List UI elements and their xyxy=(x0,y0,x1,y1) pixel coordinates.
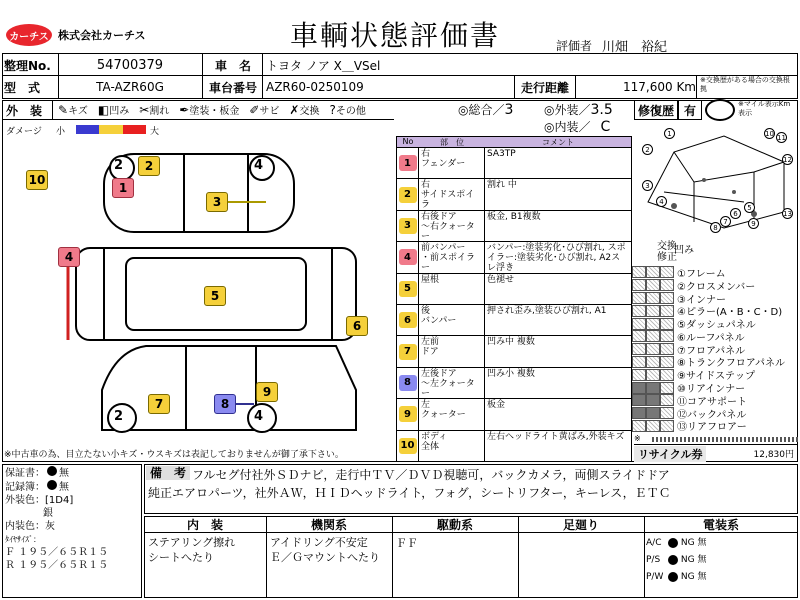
page-title: 車輌状態評価書 xyxy=(290,19,501,52)
drive-label: 駆動系 xyxy=(436,518,473,532)
frame-check-box xyxy=(646,420,660,432)
frame-check-label: ⑫バックパネル xyxy=(677,409,747,421)
frame-check-box xyxy=(632,356,646,368)
comment-row-comment: 板金, B1複数 xyxy=(485,211,631,241)
mileage-label: 走行距離 xyxy=(520,80,569,95)
frame-check-box xyxy=(660,266,674,278)
mark-5[interactable]: 5 xyxy=(204,286,226,306)
frame-check-box xyxy=(632,279,646,291)
comment-row xyxy=(397,367,631,398)
car-diagram xyxy=(6,140,394,446)
frame-check-box xyxy=(632,369,646,381)
comment-row xyxy=(397,304,631,335)
repair-label: 修復歴 xyxy=(634,100,678,120)
comment-row xyxy=(397,147,631,178)
frame-no-value: AZR60-0250109 xyxy=(266,80,364,94)
legend-crack: ✂割れ xyxy=(139,103,170,117)
check-headers: 交換 修正 xyxy=(657,241,677,263)
frame-part-num: 2 xyxy=(642,144,653,155)
frame-check-box xyxy=(632,305,646,317)
frame-check-label: ②クロスメンバー xyxy=(677,281,756,293)
remarks-line2: 純正エアロパーツ，社外ＡＷ，ＨＩＤヘッドライト，フォグ，シートリフター，キーレス，ＥＴＣ xyxy=(148,486,671,500)
car-name-label: 車 名 xyxy=(214,58,251,73)
frame-check-box xyxy=(646,330,660,342)
frame-check-box xyxy=(660,279,674,291)
engine-notes: アイドリング不安定 Ｅ／Ｇマウントへたり xyxy=(270,536,380,564)
recycle-box xyxy=(634,444,798,462)
comment-row-comment: 凹み中 複数 xyxy=(485,336,631,366)
check-header-dent: 凹み xyxy=(674,245,694,256)
comment-row-comment: 割れ 中 xyxy=(485,179,631,209)
type-label: 型 式 xyxy=(4,80,41,95)
comment-row-part: ボディ 全体 xyxy=(419,431,485,461)
damage-large: 大 xyxy=(150,127,160,137)
frame-check-box xyxy=(660,343,674,355)
frame-part-num: 6 xyxy=(730,208,741,219)
mark-4[interactable]: 4 xyxy=(58,247,80,267)
check-note: ※ xyxy=(634,434,641,443)
comment-row xyxy=(397,210,631,241)
comment-row-no: 2 xyxy=(399,187,417,203)
remarks-line1: フルセグ付社外ＳＤナビ，走行中ＴＶ／ＤＶＤ視聴可，バックカメラ，両側スライドドア xyxy=(192,468,670,482)
comment-row-part: 右 フェンダー xyxy=(419,148,485,178)
corner-num-rr: 4 xyxy=(254,409,264,424)
comment-row-part: 後 バンパー xyxy=(419,305,485,335)
frame-part-num: 4 xyxy=(656,196,667,207)
frame-diagram-labels xyxy=(634,122,798,238)
interior-notes: ステアリング擦れ シートへたり xyxy=(148,536,236,564)
comment-row xyxy=(397,398,631,429)
frame-part-num: 12 xyxy=(783,155,792,164)
car-name-value: トヨタ ノア X＿VSel xyxy=(266,58,381,73)
no-label: 整理No. xyxy=(4,58,51,73)
frame-check-box xyxy=(660,369,674,381)
drive-notes: ＦＦ xyxy=(396,537,418,550)
comment-row-part: 左 クォーター xyxy=(419,399,485,429)
legend xyxy=(58,102,366,117)
frame-part-num: 5 xyxy=(744,202,755,213)
mark-10[interactable]: 10 xyxy=(26,170,48,190)
frame-check-box xyxy=(646,279,660,291)
corner-num-fr: 4 xyxy=(254,158,264,173)
frame-check-box xyxy=(632,343,646,355)
frame-check-label: ⑥ルーフパネル xyxy=(677,332,745,344)
frame-check-label: ①フレーム xyxy=(677,268,726,280)
frame-check-box xyxy=(660,394,674,406)
company-logo xyxy=(6,24,52,46)
comment-row-comment: SA3TP xyxy=(485,148,631,178)
frame-check-box xyxy=(646,318,660,330)
frame-check-label: ⑧トランクフロアパネル xyxy=(677,358,785,370)
frame-check-label: ③インナー xyxy=(677,294,726,306)
legend-replace: ✗交換 xyxy=(289,103,320,117)
engine-label: 機関系 xyxy=(310,518,347,532)
frame-check-label: ⑩リアインナー xyxy=(677,384,746,396)
comment-header: No 部 位 コメント xyxy=(397,137,631,147)
comment-row xyxy=(397,430,631,461)
frame-check-box xyxy=(660,407,674,419)
frame-check-box xyxy=(646,292,660,304)
comment-row-no: 5 xyxy=(399,281,417,297)
legend-other: ?その他 xyxy=(329,103,366,117)
comment-row xyxy=(397,273,631,304)
comment-row-comment: 凹み小 複数 xyxy=(485,368,631,398)
logo-text: カーチス xyxy=(9,31,49,43)
exterior-score: ◎外装／3.5 xyxy=(544,102,613,118)
comment-row-no: 3 xyxy=(399,218,417,234)
comment-row-part: 右後ドア ～右クォーター xyxy=(419,211,485,241)
frame-check-label: ⑦フロアパネル xyxy=(677,345,746,357)
frame-check-label: ⑨サイドステップ xyxy=(677,371,755,383)
frame-part-num: 10 xyxy=(765,129,774,138)
damage-label: ダメージ xyxy=(6,127,42,137)
comment-row-comment: 色褪せ xyxy=(485,274,631,304)
recycle-label: リサイクル券 xyxy=(634,446,706,462)
remarks-label: 備 考 xyxy=(146,466,190,480)
frame-check-box xyxy=(660,292,674,304)
comment-row-part: 右 サイドスポイラ xyxy=(419,179,485,209)
comment-row-no: 1 xyxy=(399,155,417,171)
frame-check-box xyxy=(632,420,646,432)
footnote: ※中古車の為、目立たない小キズ・ウスキズは表記しておりませんが御了承下さい。 xyxy=(4,450,344,460)
left-info-text: 保証書： 無 記録簿： 無 外装色：[1D4] 銀 内装色：灰 ﾀｲﾔｻｲｽﾞ： Ｆ １９５／６５Ｒ１５ Ｒ １９５／６５Ｒ１５ xyxy=(5,468,109,571)
frame-check-box xyxy=(660,330,674,342)
frame-check-box xyxy=(660,356,674,368)
legend-paint: ✒塗装・板金 xyxy=(179,103,240,117)
frame-check-label: ④ピラー(A・B・C・D) xyxy=(677,307,783,319)
comment-row xyxy=(397,178,631,209)
legend-dent: ◧凹み xyxy=(97,103,130,117)
frame-check-box xyxy=(632,394,646,406)
mark-1[interactable]: 1 xyxy=(112,178,134,198)
frame-check-box xyxy=(646,266,660,278)
frame-no-label: 車台番号 xyxy=(208,80,257,95)
frame-part-num: 13 xyxy=(783,209,792,218)
frame-check-box xyxy=(632,382,646,394)
recycle-value: 12,830円 xyxy=(753,450,794,460)
frame-check-box xyxy=(646,407,660,419)
frame-check-box xyxy=(660,305,674,317)
corner-num-fl: 2 xyxy=(114,158,124,173)
frame-check-box xyxy=(660,318,674,330)
frame-part-num: 7 xyxy=(720,216,731,227)
frame-check-box xyxy=(646,382,660,394)
electrical-items: A/C NG 無 P/S NG 無 P/W NG 無 xyxy=(646,538,707,582)
total-score: ◎総合／3 xyxy=(458,102,514,118)
evaluator-name: 川畑 裕紀 xyxy=(602,40,668,55)
exterior-label: 外 装 xyxy=(6,103,43,118)
comment-row-comment: バンパー:塗装劣化･ひび割れ, スポイラー:塗装劣化･ひび割れ, A2ス レ浮き xyxy=(485,242,631,272)
frame-check-box xyxy=(632,292,646,304)
comment-row-part: 前バンパー ・前スポイラー xyxy=(419,242,485,272)
electrical-label: 電装系 xyxy=(702,518,739,532)
company-name: 株式会社カーチス xyxy=(58,29,146,42)
comment-row-no: 9 xyxy=(399,406,417,422)
comment-row-no: 7 xyxy=(399,344,417,360)
no-value: 54700379 xyxy=(96,57,164,73)
damage-small: 小 xyxy=(56,127,66,137)
mark-8[interactable]: 8 xyxy=(214,394,236,414)
frame-part-num: 1 xyxy=(664,128,675,139)
evaluator-label: 評価者 xyxy=(556,39,593,53)
comment-row-no: 8 xyxy=(399,375,417,391)
damage-scale xyxy=(76,125,146,134)
comment-row-part: 左後ドア ～左クォーター xyxy=(419,368,485,398)
comment-row xyxy=(397,335,631,366)
repair-value: 有 xyxy=(678,100,702,120)
frame-part-num: 3 xyxy=(642,180,653,191)
comment-row-part: 左前 ドア xyxy=(419,336,485,366)
frame-part-num: 11 xyxy=(777,133,786,142)
interior-label: 内 装 xyxy=(186,518,223,532)
corner-num-rl: 2 xyxy=(114,409,124,424)
comment-row-no: 6 xyxy=(399,312,417,328)
mark-7[interactable]: 7 xyxy=(148,394,170,414)
interior-score: ◎内装／ C xyxy=(544,119,611,135)
frame-check-box xyxy=(632,318,646,330)
frame-check-box xyxy=(646,394,660,406)
frame-check-box xyxy=(646,343,660,355)
mark-9[interactable]: 9 xyxy=(256,382,278,402)
mark-3[interactable]: 3 xyxy=(206,192,228,212)
comment-row-part: 屋根 xyxy=(419,274,485,304)
frame-check-label: ⑪コアサポート xyxy=(677,396,747,408)
mark-6[interactable]: 6 xyxy=(346,316,368,336)
frame-check-box xyxy=(660,420,674,432)
frame-check-label: ⑬リアフロアー xyxy=(677,422,747,434)
frame-check-box xyxy=(646,305,660,317)
type-value: TA-AZR60G xyxy=(96,80,164,94)
comment-row-comment: 左右ヘッドライト黄ばみ,外装キズ xyxy=(485,431,631,461)
mileage-value: 117,600 Km xyxy=(623,80,696,94)
frame-check-row xyxy=(632,420,798,433)
comment-row-comment: 板金 xyxy=(485,399,631,429)
frame-check-box xyxy=(632,407,646,419)
legend-scratch: ✎キズ xyxy=(58,103,88,117)
frame-check-box xyxy=(660,382,674,394)
legend-rust: ✐サビ xyxy=(249,103,280,117)
repair-note: ※マイル表示Km表示 xyxy=(738,100,791,117)
frame-checks xyxy=(632,266,798,432)
frame-check-box xyxy=(632,266,646,278)
comment-row xyxy=(397,241,631,272)
frame-part-num: 9 xyxy=(748,218,759,229)
mileage-note: ※交換歴がある場合の交換根拠 xyxy=(700,76,790,93)
mark-2[interactable]: 2 xyxy=(138,156,160,176)
comment-row-comment: 押され歪み,塗装ひび割れ, A1 xyxy=(485,305,631,335)
comment-row-no: 4 xyxy=(399,249,417,265)
frame-check-box xyxy=(646,356,660,368)
frame-check-label: ⑤ダッシュパネル xyxy=(677,320,756,332)
comment-row-no: 10 xyxy=(399,438,417,454)
frame-check-box xyxy=(632,330,646,342)
frame-check-box xyxy=(646,369,660,381)
frame-part-num: 8 xyxy=(710,222,721,233)
suspension-label: 足廻り xyxy=(562,518,599,532)
steering-icon xyxy=(705,99,735,121)
